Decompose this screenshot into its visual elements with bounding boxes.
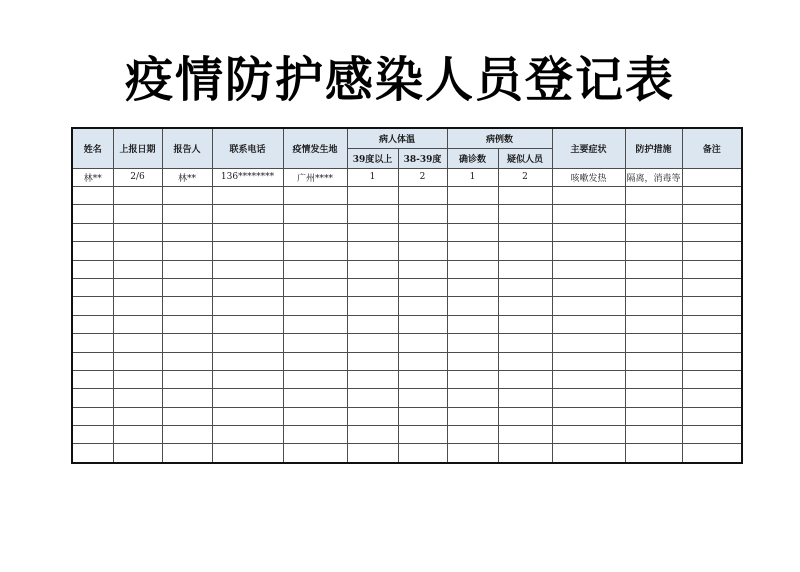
table-cell <box>552 223 625 241</box>
table-cell <box>212 242 283 260</box>
table-cell <box>552 205 625 223</box>
table-cell <box>498 389 552 407</box>
table-cell <box>498 297 552 315</box>
table-cell <box>162 389 212 407</box>
table-cell <box>162 297 212 315</box>
table-cell <box>398 315 447 333</box>
table-cell <box>283 370 347 388</box>
table-cell <box>552 297 625 315</box>
table-cell <box>113 186 162 204</box>
table-cell <box>398 297 447 315</box>
table-cell <box>625 370 682 388</box>
table-cell <box>212 444 283 463</box>
table-cell <box>682 186 742 204</box>
table-cell <box>113 389 162 407</box>
table-cell <box>72 223 113 241</box>
table-cell: 1 <box>347 168 398 186</box>
table-cell <box>552 315 625 333</box>
data-row <box>72 168 742 186</box>
table-cell <box>682 242 742 260</box>
table-cell: 2/6 <box>113 168 162 186</box>
table-cell <box>347 352 398 370</box>
table-cell <box>162 426 212 444</box>
header-cell: 防护措施 <box>625 128 682 169</box>
table-cell <box>162 352 212 370</box>
page-title: 疫情防护感染人员登记表 <box>124 52 675 108</box>
table-cell <box>552 389 625 407</box>
table-header <box>72 128 742 169</box>
table-cell <box>398 444 447 463</box>
table-cell <box>162 205 212 223</box>
table-cell <box>347 242 398 260</box>
table-cell <box>625 352 682 370</box>
table-cell <box>625 260 682 278</box>
table-cell <box>447 315 498 333</box>
table-cell <box>347 223 398 241</box>
table-cell <box>682 223 742 241</box>
table-cell <box>347 186 398 204</box>
table-cell <box>682 370 742 388</box>
table-cell <box>625 205 682 223</box>
table-cell <box>113 370 162 388</box>
table-cell <box>162 242 212 260</box>
table-cell <box>162 407 212 425</box>
table-cell <box>625 407 682 425</box>
table-cell <box>113 260 162 278</box>
table-cell <box>682 278 742 296</box>
table-cell <box>113 407 162 425</box>
table-cell <box>498 370 552 388</box>
header-cell: 主要症状 <box>552 128 625 169</box>
table-cell <box>498 315 552 333</box>
table-cell <box>113 315 162 333</box>
table-cell <box>72 297 113 315</box>
table-cell <box>625 389 682 407</box>
table-cell <box>625 426 682 444</box>
table-cell <box>447 223 498 241</box>
table-cell <box>212 186 283 204</box>
table-cell <box>113 242 162 260</box>
empty-row <box>72 278 742 296</box>
table-cell <box>347 297 398 315</box>
table-cell <box>347 260 398 278</box>
table-cell <box>552 370 625 388</box>
table-cell <box>552 407 625 425</box>
table-cell <box>283 315 347 333</box>
table-cell <box>625 334 682 352</box>
table-cell <box>398 242 447 260</box>
infection-registration-table <box>71 127 743 464</box>
table-cell <box>552 334 625 352</box>
table-cell <box>212 205 283 223</box>
table-cell <box>498 426 552 444</box>
table-cell <box>398 389 447 407</box>
table-cell <box>682 168 742 186</box>
header-cell: 上报日期 <box>113 128 162 169</box>
table-cell <box>283 223 347 241</box>
header-cell: 姓名 <box>72 128 113 169</box>
table-cell <box>72 205 113 223</box>
empty-row <box>72 186 742 204</box>
table-cell <box>113 223 162 241</box>
empty-row <box>72 334 742 352</box>
table-cell <box>682 205 742 223</box>
empty-row <box>72 315 742 333</box>
table-cell <box>347 315 398 333</box>
table-cell: 林** <box>72 168 113 186</box>
header-row-1 <box>72 128 742 149</box>
table-cell <box>625 315 682 333</box>
table-cell <box>72 315 113 333</box>
table-cell <box>447 297 498 315</box>
table-body <box>72 168 742 463</box>
table-cell <box>347 278 398 296</box>
table-cell: 1 <box>447 168 498 186</box>
table-cell <box>398 205 447 223</box>
table-cell: 咳嗽发热 <box>552 168 625 186</box>
table-cell <box>447 278 498 296</box>
table-cell <box>625 242 682 260</box>
table-cell <box>162 186 212 204</box>
table-cell <box>283 334 347 352</box>
table-cell <box>212 426 283 444</box>
table-cell <box>552 260 625 278</box>
table-cell <box>682 297 742 315</box>
table-cell <box>113 334 162 352</box>
table-cell <box>72 352 113 370</box>
table-cell <box>283 426 347 444</box>
table-cell <box>498 186 552 204</box>
table-cell <box>682 315 742 333</box>
header-cell: 报告人 <box>162 128 212 169</box>
empty-row <box>72 223 742 241</box>
table-cell <box>498 223 552 241</box>
table-cell <box>72 278 113 296</box>
table-cell <box>113 352 162 370</box>
table-cell <box>162 278 212 296</box>
table-cell <box>283 389 347 407</box>
table-cell <box>682 260 742 278</box>
table-cell <box>283 278 347 296</box>
table-cell <box>498 278 552 296</box>
empty-row <box>72 352 742 370</box>
table-cell <box>212 223 283 241</box>
table-cell <box>625 444 682 463</box>
table-cell: 广州**** <box>283 168 347 186</box>
table-cell <box>447 186 498 204</box>
table-cell <box>113 297 162 315</box>
table-cell <box>498 260 552 278</box>
table-cell: 2 <box>398 168 447 186</box>
table-cell: 隔离，消毒等 <box>625 168 682 186</box>
table-cell <box>498 242 552 260</box>
group-header-cell: 病人体温 <box>347 128 447 149</box>
table-cell <box>162 315 212 333</box>
table-cell <box>447 260 498 278</box>
table-cell <box>212 352 283 370</box>
table-cell <box>347 205 398 223</box>
table-cell <box>447 205 498 223</box>
table-cell <box>347 407 398 425</box>
table-cell <box>72 407 113 425</box>
table-cell <box>347 426 398 444</box>
table-cell <box>347 370 398 388</box>
table-cell <box>72 260 113 278</box>
empty-row <box>72 205 742 223</box>
header-cell: 疫情发生地 <box>283 128 347 169</box>
table-cell <box>682 426 742 444</box>
subheader-cell: 确诊数 <box>447 148 498 168</box>
table-cell <box>212 297 283 315</box>
table-cell: 136******** <box>212 168 283 186</box>
table-cell <box>498 205 552 223</box>
table-cell <box>72 334 113 352</box>
table-cell <box>552 186 625 204</box>
empty-row <box>72 389 742 407</box>
empty-row <box>72 242 742 260</box>
table-cell <box>72 242 113 260</box>
table-cell <box>72 426 113 444</box>
table-cell <box>447 407 498 425</box>
table-cell <box>498 334 552 352</box>
table-cell <box>212 334 283 352</box>
table-cell <box>113 278 162 296</box>
empty-row <box>72 407 742 425</box>
table-cell <box>447 370 498 388</box>
table-cell <box>498 352 552 370</box>
table-cell <box>283 205 347 223</box>
table-cell <box>552 426 625 444</box>
table-cell <box>72 186 113 204</box>
table-cell <box>682 444 742 463</box>
table-cell <box>625 186 682 204</box>
empty-row <box>72 297 742 315</box>
table-cell <box>498 407 552 425</box>
table-cell <box>283 242 347 260</box>
table-cell <box>552 444 625 463</box>
table-cell <box>283 297 347 315</box>
table-cell <box>398 223 447 241</box>
table-cell <box>447 334 498 352</box>
table-cell <box>398 370 447 388</box>
table-cell <box>625 297 682 315</box>
group-header-cell: 病例数 <box>447 128 552 149</box>
table-cell <box>398 352 447 370</box>
table-cell <box>162 260 212 278</box>
table-cell <box>347 334 398 352</box>
table-cell <box>72 444 113 463</box>
table-cell <box>447 426 498 444</box>
subheader-cell: 38-39度 <box>398 148 447 168</box>
empty-row <box>72 426 742 444</box>
table-cell <box>212 370 283 388</box>
table-cell <box>212 315 283 333</box>
table-cell <box>447 389 498 407</box>
table-cell <box>552 278 625 296</box>
table-cell <box>625 223 682 241</box>
table-cell <box>72 370 113 388</box>
table-cell <box>447 242 498 260</box>
table-cell <box>113 426 162 444</box>
table-cell <box>498 444 552 463</box>
table-cell <box>162 223 212 241</box>
header-cell: 联系电话 <box>212 128 283 169</box>
table-cell <box>283 444 347 463</box>
table-cell <box>212 260 283 278</box>
table-cell <box>682 352 742 370</box>
table-cell <box>398 186 447 204</box>
table-cell <box>113 205 162 223</box>
table-cell <box>212 407 283 425</box>
table-cell <box>682 407 742 425</box>
table-cell <box>682 389 742 407</box>
table-cell <box>162 370 212 388</box>
table-cell <box>113 444 162 463</box>
table-cell <box>162 444 212 463</box>
table-cell <box>212 389 283 407</box>
document-page <box>0 52 800 572</box>
table-cell <box>162 334 212 352</box>
table-cell: 2 <box>498 168 552 186</box>
table-cell <box>398 278 447 296</box>
table-cell <box>283 186 347 204</box>
table-cell <box>625 278 682 296</box>
table-cell <box>552 352 625 370</box>
table-cell <box>398 426 447 444</box>
table-cell <box>398 260 447 278</box>
table-cell <box>682 334 742 352</box>
table-cell <box>283 260 347 278</box>
table-cell <box>72 389 113 407</box>
subheader-cell: 疑似人员 <box>498 148 552 168</box>
table-cell <box>398 407 447 425</box>
table-cell: 林** <box>162 168 212 186</box>
empty-row <box>72 444 742 463</box>
table-cell <box>552 242 625 260</box>
table-cell <box>283 352 347 370</box>
header-cell: 备注 <box>682 128 742 169</box>
table-cell <box>212 278 283 296</box>
empty-row <box>72 260 742 278</box>
subheader-cell: 39度以上 <box>347 148 398 168</box>
table-cell <box>447 444 498 463</box>
table-cell <box>347 444 398 463</box>
empty-row <box>72 370 742 388</box>
table-cell <box>447 352 498 370</box>
table-cell <box>398 334 447 352</box>
table-cell <box>347 389 398 407</box>
table-cell <box>283 407 347 425</box>
